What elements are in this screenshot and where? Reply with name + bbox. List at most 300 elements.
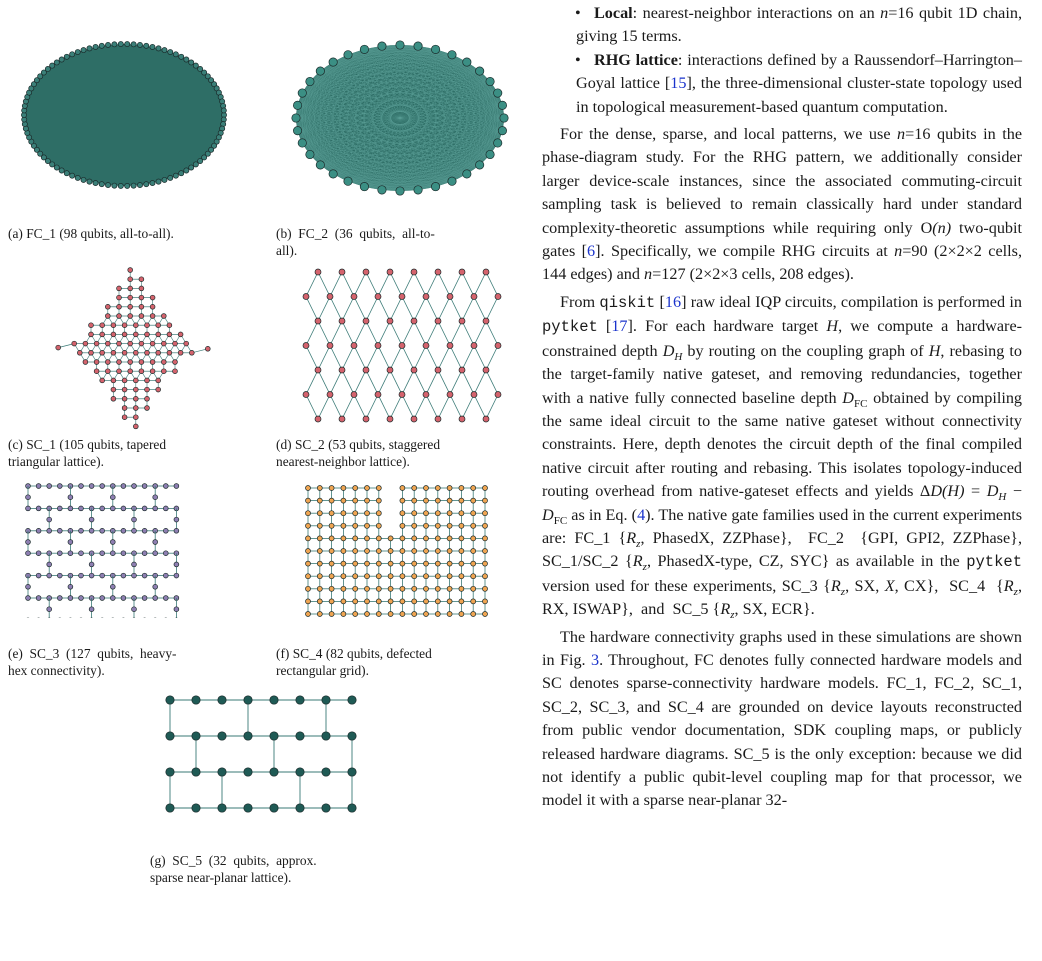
qubit-node	[483, 498, 488, 503]
qubit-node	[341, 498, 346, 503]
qubit-node	[341, 574, 346, 579]
qubit-node	[163, 596, 168, 601]
qubit-node	[166, 732, 174, 740]
qubit-node	[317, 486, 322, 491]
graph-edge	[486, 272, 498, 297]
graph-sc4	[300, 480, 500, 630]
caption-d: (d) SC_2 (53 qubits, staggered nearest-neighbor lattice).	[276, 437, 441, 469]
qubit-node	[315, 269, 321, 275]
qubit-node	[100, 332, 105, 337]
qubit-node	[447, 523, 452, 528]
qubit-node	[317, 523, 322, 528]
graph-edge	[330, 395, 342, 420]
qubit-node	[306, 599, 311, 604]
citation-link[interactable]: 16	[664, 292, 682, 311]
qubit-node	[475, 161, 483, 169]
qubit-node	[329, 586, 334, 591]
qubit-node	[133, 415, 138, 420]
qubit-node	[293, 101, 301, 109]
qubit-node	[306, 523, 311, 528]
qubit-node	[329, 486, 334, 491]
qubit-node	[365, 586, 370, 591]
qubit-node	[125, 41, 130, 46]
qubit-node	[447, 511, 452, 516]
qubit-node	[142, 551, 147, 556]
qubit-node	[293, 126, 301, 134]
qubit-node	[483, 367, 489, 373]
qubit-node	[125, 183, 130, 188]
qubit-node	[435, 536, 440, 541]
qubit-node	[122, 323, 127, 328]
qubit-node	[174, 484, 179, 489]
graph-edge	[306, 297, 318, 322]
qubit-node	[145, 323, 150, 328]
qubit-node	[471, 294, 477, 300]
qubit-node	[57, 484, 62, 489]
qubit-node	[133, 350, 138, 355]
qubit-node	[83, 360, 88, 365]
qubit-node	[174, 528, 179, 533]
qubit-node	[174, 517, 179, 522]
graph-edge	[354, 395, 366, 420]
qubit-node	[483, 586, 488, 591]
qubit-node	[376, 599, 381, 604]
qubit-node	[89, 323, 94, 328]
qubit-node	[431, 182, 439, 190]
qubit-node	[142, 528, 147, 533]
qubit-node	[133, 396, 138, 401]
qubit-node	[150, 180, 155, 185]
qubit-node	[303, 392, 309, 398]
qubit-node	[244, 768, 252, 776]
qubit-node	[139, 314, 144, 319]
qubit-node	[388, 561, 393, 566]
paragraph-compilation: From qiskit [16] raw ideal IQP circuits, compilation is performed in pytket [17]. For each hardware target H, we compute a hardware-constrained depth $D_H$ by routing on the coupling graph of H, rebasing to the target-family native gateset, and removing redundancies, together with a native fully connected baseline depth $D_{FC}$ obtained by compiling the same ideal circuit to the same native gateset without connectivity constraints. Here, depth denotes the circuit depth of the final compiled native circuit after routing and rebasing. This isolates topology-induced routing overhead from native-gateset effects and yields $\Delta D(H) = D_H - D_{FC}$ as in Eq. (4). The native gate families used in the current experiments are: FC_1 {$R_z$, PhasedX, ZZPhase}, FC_2 {GPI, GPI2, ZZPhase}, SC_1/SC_2 {$R_z$, PhasedX-type, CZ, SYC} as available in the pytket version used for these experiments, SC_3 {$R_z$, SX, X, CX}, SC_4 {$R_z$, RX, ISWAP}, and SC_5 {$R_z$, SX, ECR}.	[542, 292, 1027, 622]
qubit-node	[317, 561, 322, 566]
qubit-node	[99, 182, 104, 187]
qubit-node	[396, 187, 404, 195]
qubit-node	[424, 599, 429, 604]
qubit-node	[376, 574, 381, 579]
qubit-node	[306, 561, 311, 566]
qubit-node	[110, 584, 115, 589]
qubit-node	[111, 350, 116, 355]
graph-sc5	[158, 686, 368, 836]
qubit-node	[424, 549, 429, 554]
qubit-node	[317, 549, 322, 554]
graph-edge	[402, 321, 414, 346]
qubit-node	[329, 511, 334, 516]
qubit-node	[483, 486, 488, 491]
qubit-node	[412, 612, 417, 617]
qubit-node	[128, 286, 133, 291]
qubit-node	[306, 498, 311, 503]
caption-e: (e) SC_3 (127 qubits, heavy- hex connectivity).	[8, 646, 177, 678]
qubit-node	[475, 67, 483, 75]
qubit-node	[306, 549, 311, 554]
qubit-node	[93, 180, 98, 185]
graph-edge	[450, 346, 462, 371]
qubit-node	[100, 528, 105, 533]
qubit-node	[178, 332, 183, 337]
qubit-node	[89, 517, 94, 522]
qubit-node	[400, 486, 405, 491]
qubit-node	[173, 360, 178, 365]
qubit-node	[168, 175, 173, 180]
qubit-node	[447, 294, 453, 300]
qubit-node	[447, 599, 452, 604]
graph-edge	[318, 370, 330, 395]
qubit-node	[36, 551, 41, 556]
qubit-node	[353, 612, 358, 617]
qubit-node	[161, 360, 166, 365]
qubit-node	[57, 596, 62, 601]
qubit-node	[306, 612, 311, 617]
caption-f: (f) SC_4 (82 qubits, defected rectangular grid).	[276, 646, 432, 678]
qubit-node	[486, 77, 494, 85]
qubit-node	[139, 286, 144, 291]
qubit-node	[447, 561, 452, 566]
qubit-node	[411, 367, 417, 373]
bullet-rhg: • RHG lattice: interactions defined by a Raussendorf–Harrington–Goyal lattice [15], the three-dimensional cluster-state topology used in topological measurement-based quantum computation.	[542, 49, 1022, 119]
qubit-node	[317, 511, 322, 516]
qubit-node	[412, 549, 417, 554]
qubit-node	[375, 392, 381, 398]
qubit-node	[111, 387, 116, 392]
qubit-node	[459, 536, 464, 541]
paragraph-hardware: The hardware connectivity graphs used in these simulations are shown in Fig. 3. Throughout, FC denotes fully connected hardware models and SC denotes sparse-connectivity hardware models. FC_1, FC_2, SC_1, SC_2, SC_3, and SC_4 are grounded on device layouts reconstructed from public vendor documentation, SDK coupling maps, or publicly released hardware diagrams. SC_5 is the only exception: because we did not identify a public qubit-level coupling map for that processor, we model it with a sparse near-planar 32-	[542, 627, 1022, 810]
graph-edge	[426, 297, 438, 322]
qubit-node	[218, 732, 226, 740]
qubit-node	[68, 584, 73, 589]
qubit-node	[133, 406, 138, 411]
qubit-node	[317, 498, 322, 503]
qubit-node	[298, 139, 306, 147]
qubit-node	[414, 186, 422, 194]
qubit-node	[483, 318, 489, 324]
qubit-node	[365, 486, 370, 491]
qubit-node	[447, 343, 453, 349]
qubit-node	[174, 607, 179, 612]
qubit-node	[376, 486, 381, 491]
qubit-node	[424, 561, 429, 566]
body-text-column	[542, 0, 1027, 813]
qubit-node	[79, 506, 84, 511]
qubit-node	[353, 561, 358, 566]
qubit-node	[132, 528, 137, 533]
equation-link[interactable]: 4	[637, 505, 646, 524]
qubit-node	[59, 168, 64, 173]
graph-edge	[342, 395, 354, 420]
qubit-node	[218, 804, 226, 812]
bullet-local: • Local: nearest-neighbor interactions on an n=16 qubit 1D chain, giving 15 terms.	[542, 2, 1022, 49]
qubit-node	[306, 150, 314, 158]
qubit-node	[139, 369, 144, 374]
qubit-node	[341, 586, 346, 591]
qubit-node	[156, 179, 161, 184]
graph-edge	[330, 272, 342, 297]
qubit-node	[399, 343, 405, 349]
qubit-node	[375, 343, 381, 349]
qubit-node	[174, 573, 179, 578]
qubit-node	[363, 269, 369, 275]
graph-edge	[330, 297, 342, 322]
qubit-node	[387, 269, 393, 275]
qubit-node	[411, 318, 417, 324]
qubit-node	[463, 170, 471, 178]
qubit-node	[498, 101, 506, 109]
graph-edge	[318, 297, 330, 322]
qubit-node	[110, 551, 115, 556]
figure-link[interactable]: 3	[590, 650, 600, 669]
qubit-node	[412, 486, 417, 491]
qubit-node	[411, 269, 417, 275]
qubit-node	[316, 67, 324, 75]
citation-link[interactable]: 15	[670, 74, 687, 93]
graph-edge	[366, 346, 378, 371]
qubit-node	[26, 596, 31, 601]
graph-sc1	[20, 262, 250, 432]
graph-edge	[330, 346, 342, 371]
qubit-node	[100, 378, 105, 383]
qubit-node	[121, 506, 126, 511]
qubit-node	[447, 549, 452, 554]
graph-edge	[474, 346, 486, 371]
qubit-node	[375, 294, 381, 300]
qubit-node	[412, 599, 417, 604]
qubit-node	[471, 343, 477, 349]
qubit-node	[112, 183, 117, 188]
qubit-node	[317, 599, 322, 604]
qubit-node	[431, 45, 439, 53]
qubit-node	[47, 528, 52, 533]
graph-edge	[390, 370, 402, 395]
qubit-node	[89, 484, 94, 489]
qubit-node	[329, 574, 334, 579]
qubit-node	[399, 392, 405, 398]
qubit-node	[150, 44, 155, 49]
graph-edge	[402, 346, 414, 371]
qubit-node	[156, 323, 161, 328]
qubit-node	[459, 498, 464, 503]
graph-edge	[426, 321, 438, 346]
qubit-node	[448, 177, 456, 185]
qubit-node	[26, 540, 31, 545]
qubit-node	[163, 506, 168, 511]
graph-edge	[366, 370, 378, 395]
qubit-node	[173, 52, 178, 57]
qubit-node	[471, 561, 476, 566]
qubit-node	[329, 612, 334, 617]
qubit-node	[329, 58, 337, 66]
graph-edge	[450, 370, 462, 395]
graph-edge	[330, 321, 342, 346]
qubit-node	[117, 341, 122, 346]
qubit-node	[117, 286, 122, 291]
graph-edge	[462, 297, 474, 322]
qubit-node	[365, 561, 370, 566]
qubit-node	[75, 175, 80, 180]
qubit-node	[162, 177, 167, 182]
qubit-node	[400, 549, 405, 554]
qubit-node	[173, 369, 178, 374]
qubit-node	[339, 367, 345, 373]
qubit-node	[121, 484, 126, 489]
qubit-node	[47, 484, 52, 489]
qubit-node	[306, 486, 311, 491]
qubit-node	[150, 341, 155, 346]
qubit-node	[360, 182, 368, 190]
qubit-node	[341, 486, 346, 491]
graph-edge	[402, 272, 414, 297]
bullet-dot: •	[575, 4, 581, 22]
graph-edge	[450, 321, 462, 346]
qubit-node	[387, 416, 393, 422]
qubit-node	[459, 486, 464, 491]
qubit-node	[139, 341, 144, 346]
qubit-node	[306, 574, 311, 579]
qubit-node	[122, 406, 127, 411]
citation-link[interactable]: 17	[611, 317, 628, 336]
qubit-node	[435, 367, 441, 373]
qubit-node	[365, 523, 370, 528]
qubit-node	[339, 269, 345, 275]
graph-edge	[306, 346, 318, 371]
qubit-node	[105, 42, 110, 47]
qubit-node	[153, 584, 158, 589]
qubit-node	[365, 511, 370, 516]
qubit-node	[117, 295, 122, 300]
qubit-node	[483, 416, 489, 422]
qubit-node	[36, 573, 41, 578]
qubit-node	[459, 574, 464, 579]
qubit-node	[351, 294, 357, 300]
qubit-node	[122, 387, 127, 392]
qubit-node	[68, 540, 73, 545]
qubit-node	[163, 551, 168, 556]
qubit-node	[348, 804, 356, 812]
qubit-node	[388, 549, 393, 554]
graph-edge	[486, 297, 498, 322]
caption-c: (c) SC_1 (105 qubits, tapered triangular lattice).	[8, 437, 167, 469]
graph-edge	[366, 272, 378, 297]
qubit-node	[128, 268, 133, 273]
graph-edge	[390, 395, 402, 420]
qubit-node	[128, 295, 133, 300]
qubit-node	[79, 551, 84, 556]
qubit-node	[89, 350, 94, 355]
qubit-node	[303, 294, 309, 300]
qubit-node	[144, 43, 149, 48]
qubit-node	[376, 561, 381, 566]
qubit-node	[447, 586, 452, 591]
qubit-node	[156, 350, 161, 355]
qubit-node	[110, 596, 115, 601]
graph-edge	[378, 272, 390, 297]
qubit-node	[495, 294, 501, 300]
qubit-node	[117, 360, 122, 365]
qubit-node	[317, 586, 322, 591]
qubit-node	[400, 536, 405, 541]
qubit-node	[56, 345, 61, 350]
qubit-node	[471, 536, 476, 541]
qubit-node	[26, 551, 31, 556]
qubit-node	[296, 732, 304, 740]
qubit-node	[447, 612, 452, 617]
qubit-node	[100, 506, 105, 511]
qubit-node	[483, 612, 488, 617]
qubit-node	[435, 574, 440, 579]
graph-edge	[438, 272, 450, 297]
qubit-node	[423, 392, 429, 398]
qubit-node	[327, 392, 333, 398]
qubit-node	[435, 549, 440, 554]
qubit-node	[471, 549, 476, 554]
qubit-node	[192, 696, 200, 704]
qubit-node	[388, 574, 393, 579]
qubit-node	[459, 599, 464, 604]
qubit-node	[400, 561, 405, 566]
qubit-node	[81, 177, 86, 182]
qubit-node	[133, 323, 138, 328]
qubit-node	[153, 495, 158, 500]
graph-edge	[402, 297, 414, 322]
qubit-node	[57, 573, 62, 578]
graph-edge	[450, 395, 462, 420]
graph-fc2	[291, 40, 511, 200]
qubit-node	[79, 484, 84, 489]
graph-edge	[378, 346, 390, 371]
qubit-node	[142, 596, 147, 601]
qubit-node	[378, 42, 386, 50]
qubit-node	[296, 804, 304, 812]
qubit-node	[122, 415, 127, 420]
graph-edge	[366, 297, 378, 322]
qubit-node	[270, 804, 278, 812]
qubit-node	[132, 607, 137, 612]
graph-edge	[354, 346, 366, 371]
caption-b: (b) FC_2 (36 qubits, all-to- all).	[276, 226, 435, 258]
qubit-node	[376, 612, 381, 617]
qubit-node	[100, 573, 105, 578]
qubit-node	[163, 528, 168, 533]
qubit-node	[348, 696, 356, 704]
qubit-node	[435, 416, 441, 422]
qubit-node	[137, 42, 142, 47]
qubit-node	[153, 540, 158, 545]
qubit-node	[387, 367, 393, 373]
qubit-node	[459, 561, 464, 566]
qubit-node	[89, 562, 94, 567]
qubit-node	[298, 89, 306, 97]
graph-edge	[306, 370, 318, 395]
qubit-node	[315, 318, 321, 324]
graph-edge	[354, 321, 366, 346]
qubit-node	[306, 511, 311, 516]
graph-sc2	[292, 262, 517, 427]
qubit-node	[145, 378, 150, 383]
qubit-node	[365, 574, 370, 579]
graph-edge	[330, 370, 342, 395]
qubit-node	[353, 586, 358, 591]
qubit-node	[156, 332, 161, 337]
citation-link[interactable]: 6	[587, 242, 596, 261]
qubit-node	[117, 369, 122, 374]
graph-edge	[414, 370, 426, 395]
qubit-node	[339, 416, 345, 422]
qubit-node	[163, 484, 168, 489]
graph-edge	[354, 370, 366, 395]
